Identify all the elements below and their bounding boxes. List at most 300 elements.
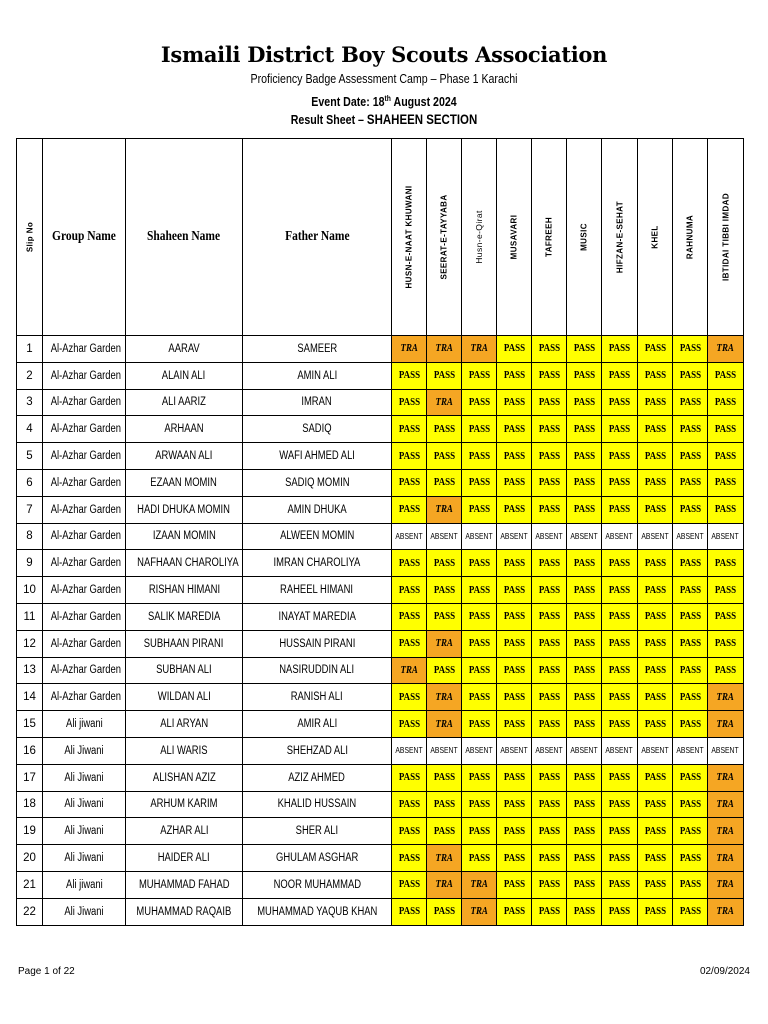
result-value: PASS bbox=[503, 611, 525, 623]
result-cell bbox=[462, 336, 497, 363]
father-name-cell bbox=[243, 336, 392, 363]
result-cell bbox=[532, 818, 567, 845]
father-name-cell bbox=[243, 389, 392, 416]
result-value: PASS bbox=[608, 396, 631, 408]
shaheen-name-cell-text: IZAAN MOMIN bbox=[152, 530, 216, 543]
result-cell bbox=[708, 469, 744, 496]
father-name-cell bbox=[243, 791, 392, 818]
table-row bbox=[17, 791, 744, 818]
slip-no-cell bbox=[17, 764, 43, 791]
father-name-cell-text: MUHAMMAD YAQUB KHAN bbox=[256, 905, 378, 918]
result-cell bbox=[708, 550, 744, 577]
result-value: PASS bbox=[679, 638, 701, 650]
result-value: ABSENT bbox=[395, 531, 423, 541]
result-cell bbox=[567, 336, 602, 363]
group-name-cell bbox=[43, 336, 126, 363]
badge-label: MUSIC bbox=[579, 223, 589, 251]
shaheen-name-cell-text: ALI AARIZ bbox=[161, 396, 207, 409]
table-row bbox=[17, 684, 744, 711]
result-cell bbox=[602, 550, 638, 577]
result-value: PASS bbox=[503, 370, 525, 382]
table-row bbox=[17, 550, 744, 577]
group-name-cell bbox=[43, 845, 126, 872]
result-value: PASS bbox=[503, 450, 525, 462]
result-cell bbox=[567, 523, 602, 550]
result-value: PASS bbox=[538, 718, 560, 730]
result-value: PASS bbox=[468, 611, 490, 623]
result-value: TRA bbox=[716, 879, 735, 891]
badge-label: MUSAVARI bbox=[509, 214, 519, 260]
result-cell bbox=[567, 845, 602, 872]
result-value: PASS bbox=[398, 852, 420, 864]
result-value: PASS bbox=[573, 396, 595, 408]
result-cell bbox=[567, 496, 602, 523]
shaheen-name-cell bbox=[126, 603, 243, 630]
result-value: ABSENT bbox=[711, 531, 740, 541]
shaheen-name-cell-text: HADI DHUKA MOMIN bbox=[137, 503, 231, 516]
slip-no-cell-text: 15 bbox=[23, 718, 36, 731]
shaheen-name-cell-text: MUHAMMAD RAQAIB bbox=[136, 905, 232, 918]
result-cell bbox=[497, 336, 532, 363]
result-cell bbox=[497, 523, 532, 550]
result-cell bbox=[708, 443, 744, 470]
slip-no-cell-text: 10 bbox=[23, 584, 36, 597]
footer-date: 02/09/2024 bbox=[699, 966, 750, 977]
result-cell bbox=[567, 389, 602, 416]
result-cell bbox=[602, 443, 638, 470]
result-cell bbox=[497, 657, 532, 684]
result-value: PASS bbox=[608, 718, 631, 730]
result-value: PASS bbox=[538, 691, 560, 703]
shaheen-name-cell-text: ALI WARIS bbox=[160, 744, 208, 757]
result-value: PASS bbox=[538, 584, 560, 596]
table-row bbox=[17, 523, 744, 550]
shaheen-name-cell bbox=[126, 737, 243, 764]
column-header-slip-no-label: Slip No bbox=[25, 221, 34, 253]
result-cell bbox=[532, 469, 567, 496]
group-name-cell bbox=[43, 737, 126, 764]
result-value: PASS bbox=[679, 611, 701, 623]
result-value: PASS bbox=[608, 423, 631, 435]
document-header bbox=[0, 40, 768, 130]
table-row bbox=[17, 443, 744, 470]
result-value: PASS bbox=[714, 584, 737, 596]
result-value: PASS bbox=[573, 343, 595, 355]
result-cell bbox=[427, 550, 462, 577]
group-name-cell-text: Al-Azhar Garden bbox=[50, 450, 121, 463]
result-cell bbox=[567, 711, 602, 738]
column-header-badge bbox=[392, 139, 427, 336]
result-value: PASS bbox=[468, 852, 490, 864]
result-value: PASS bbox=[538, 825, 560, 837]
result-value: PASS bbox=[679, 718, 701, 730]
result-cell bbox=[427, 898, 462, 925]
result-value: PASS bbox=[468, 638, 490, 650]
result-value: TRA bbox=[716, 772, 735, 784]
result-value: PASS bbox=[468, 423, 490, 435]
result-value: PASS bbox=[679, 343, 701, 355]
father-name-cell bbox=[243, 657, 392, 684]
result-value: PASS bbox=[538, 611, 560, 623]
result-cell bbox=[567, 362, 602, 389]
result-cell bbox=[427, 818, 462, 845]
result-value: PASS bbox=[573, 906, 595, 918]
father-name-cell-text: RAHEEL HIMANI bbox=[280, 584, 354, 597]
father-name-cell-text: AMIN ALI bbox=[297, 369, 337, 382]
result-cell bbox=[708, 711, 744, 738]
result-cell bbox=[602, 845, 638, 872]
group-name-cell bbox=[43, 791, 126, 818]
result-cell bbox=[462, 711, 497, 738]
column-header-group-name-label: Group Name bbox=[52, 229, 116, 244]
result-value: ABSENT bbox=[570, 531, 598, 541]
result-value: TRA bbox=[400, 343, 418, 355]
result-cell bbox=[392, 389, 427, 416]
result-value: PASS bbox=[714, 557, 737, 569]
result-value: PASS bbox=[679, 691, 701, 703]
result-value: TRA bbox=[435, 504, 453, 516]
result-value: PASS bbox=[538, 477, 560, 489]
column-header-badge bbox=[497, 139, 532, 336]
result-value: PASS bbox=[714, 396, 737, 408]
result-cell bbox=[462, 469, 497, 496]
father-name-cell bbox=[243, 818, 392, 845]
slip-no-cell bbox=[17, 550, 43, 577]
result-value: PASS bbox=[538, 450, 560, 462]
shaheen-name-cell bbox=[126, 496, 243, 523]
result-cell bbox=[392, 791, 427, 818]
group-name-cell-text: Ali jiwani bbox=[65, 718, 103, 731]
result-cell bbox=[602, 737, 638, 764]
result-value: PASS bbox=[503, 906, 525, 918]
result-value: PASS bbox=[679, 477, 701, 489]
result-value: PASS bbox=[644, 584, 666, 596]
result-value: TRA bbox=[716, 825, 735, 837]
group-name-cell bbox=[43, 443, 126, 470]
shaheen-name-cell-text: WILDAN ALI bbox=[157, 691, 211, 704]
slip-no-cell-text: 9 bbox=[26, 557, 33, 570]
result-cell bbox=[638, 389, 673, 416]
result-value: PASS bbox=[398, 718, 420, 730]
event-date-suffix-sup: th bbox=[384, 94, 391, 103]
group-name-cell bbox=[43, 711, 126, 738]
column-header-shaheen-name bbox=[126, 139, 243, 336]
result-value: ABSENT bbox=[641, 746, 669, 756]
father-name-cell bbox=[243, 523, 392, 550]
slip-no-cell-text: 18 bbox=[23, 798, 36, 811]
slip-no-cell-text: 5 bbox=[26, 450, 33, 463]
slip-no-cell-text: 19 bbox=[23, 825, 36, 838]
result-value: PASS bbox=[608, 504, 631, 516]
result-value: PASS bbox=[714, 664, 737, 676]
result-cell bbox=[673, 791, 708, 818]
table-row bbox=[17, 711, 744, 738]
group-name-cell bbox=[43, 469, 126, 496]
result-value: PASS bbox=[679, 423, 701, 435]
slip-no-cell-text: 6 bbox=[26, 476, 33, 489]
shaheen-name-cell bbox=[126, 443, 243, 470]
result-cell bbox=[392, 711, 427, 738]
shaheen-name-cell bbox=[126, 711, 243, 738]
slip-no-cell-text: 11 bbox=[23, 610, 36, 623]
result-cell bbox=[392, 630, 427, 657]
result-cell bbox=[392, 362, 427, 389]
result-value: TRA bbox=[470, 906, 488, 918]
result-cell bbox=[462, 603, 497, 630]
result-value: PASS bbox=[679, 450, 701, 462]
result-value: TRA bbox=[470, 343, 488, 355]
group-name-cell-text: Ali Jiwani bbox=[64, 852, 104, 865]
result-cell bbox=[673, 336, 708, 363]
badge-label: Husn-e-Qirat bbox=[474, 210, 484, 264]
result-cell bbox=[532, 657, 567, 684]
result-value: PASS bbox=[644, 772, 666, 784]
result-value: PASS bbox=[608, 664, 631, 676]
slip-no-cell bbox=[17, 389, 43, 416]
result-value: PASS bbox=[573, 638, 595, 650]
result-value: PASS bbox=[679, 798, 701, 810]
result-cell bbox=[392, 898, 427, 925]
result-cell bbox=[392, 764, 427, 791]
group-name-cell bbox=[43, 577, 126, 604]
result-value: PASS bbox=[398, 370, 420, 382]
result-cell bbox=[427, 737, 462, 764]
shaheen-name-cell bbox=[126, 362, 243, 389]
shaheen-name-cell-text: HAIDER ALI bbox=[158, 852, 210, 865]
father-name-cell-text: AMIR ALI bbox=[297, 718, 337, 731]
result-value: PASS bbox=[608, 557, 631, 569]
result-value: PASS bbox=[398, 906, 420, 918]
result-cell bbox=[532, 496, 567, 523]
slip-no-cell bbox=[17, 871, 43, 898]
result-cell bbox=[567, 684, 602, 711]
result-cell bbox=[708, 389, 744, 416]
father-name-cell-text: IMRAN bbox=[301, 396, 333, 409]
result-value: PASS bbox=[468, 504, 490, 516]
result-cell bbox=[392, 523, 427, 550]
result-value: PASS bbox=[468, 825, 490, 837]
father-name-cell-text: AMIN DHUKA bbox=[287, 503, 347, 516]
result-cell bbox=[532, 871, 567, 898]
result-cell bbox=[392, 443, 427, 470]
result-cell bbox=[673, 603, 708, 630]
result-value: PASS bbox=[608, 852, 631, 864]
result-cell bbox=[532, 845, 567, 872]
result-value: PASS bbox=[714, 370, 737, 382]
badge-label: TAFREEH bbox=[544, 217, 554, 257]
group-name-cell bbox=[43, 764, 126, 791]
result-value: PASS bbox=[608, 584, 631, 596]
result-value: PASS bbox=[503, 584, 525, 596]
group-name-cell bbox=[43, 416, 126, 443]
slip-no-cell-text: 4 bbox=[26, 423, 33, 436]
result-cell bbox=[392, 550, 427, 577]
father-name-cell bbox=[243, 603, 392, 630]
group-name-cell bbox=[43, 657, 126, 684]
result-cell bbox=[462, 818, 497, 845]
group-name-cell bbox=[43, 603, 126, 630]
result-cell bbox=[462, 362, 497, 389]
result-value: PASS bbox=[503, 664, 525, 676]
result-cell bbox=[673, 496, 708, 523]
result-cell bbox=[638, 416, 673, 443]
result-value: TRA bbox=[435, 638, 453, 650]
result-value: ABSENT bbox=[395, 746, 423, 756]
result-cell bbox=[602, 630, 638, 657]
result-value: PASS bbox=[573, 718, 595, 730]
result-cell bbox=[392, 871, 427, 898]
result-value: TRA bbox=[435, 718, 453, 730]
result-cell bbox=[567, 603, 602, 630]
shaheen-name-cell bbox=[126, 577, 243, 604]
father-name-cell bbox=[243, 362, 392, 389]
result-cell bbox=[462, 577, 497, 604]
result-cell bbox=[602, 577, 638, 604]
result-value: ABSENT bbox=[430, 531, 458, 541]
result-cell bbox=[497, 791, 532, 818]
slip-no-cell bbox=[17, 416, 43, 443]
result-cell bbox=[392, 336, 427, 363]
father-name-cell-text: RANISH ALI bbox=[291, 691, 343, 704]
result-value: PASS bbox=[398, 638, 420, 650]
slip-no-cell-text: 2 bbox=[26, 369, 33, 382]
result-value: PASS bbox=[679, 906, 701, 918]
result-cell bbox=[638, 550, 673, 577]
result-value: PASS bbox=[644, 825, 666, 837]
father-name-cell-text: SADIQ MOMIN bbox=[284, 476, 350, 489]
result-cell bbox=[497, 496, 532, 523]
shaheen-name-cell-text: SUBHAAN PIRANI bbox=[144, 637, 224, 650]
result-value: ABSENT bbox=[605, 746, 634, 756]
result-cell bbox=[673, 657, 708, 684]
father-name-cell-text: AZIZ AHMED bbox=[288, 771, 346, 784]
result-cell bbox=[497, 443, 532, 470]
result-cell bbox=[462, 443, 497, 470]
result-cell bbox=[708, 523, 744, 550]
father-name-cell bbox=[243, 764, 392, 791]
result-value: PASS bbox=[679, 852, 701, 864]
result-value: PASS bbox=[433, 423, 455, 435]
result-cell bbox=[532, 898, 567, 925]
result-value: PASS bbox=[573, 798, 595, 810]
result-cell bbox=[427, 336, 462, 363]
group-name-cell-text: Al-Azhar Garden bbox=[50, 530, 121, 543]
result-value: ABSENT bbox=[465, 746, 493, 756]
result-cell bbox=[673, 550, 708, 577]
result-cell bbox=[497, 550, 532, 577]
slip-no-cell-text: 22 bbox=[23, 905, 36, 918]
result-cell bbox=[602, 657, 638, 684]
result-cell bbox=[708, 657, 744, 684]
result-value: TRA bbox=[435, 691, 453, 703]
result-cell bbox=[497, 362, 532, 389]
father-name-cell bbox=[243, 711, 392, 738]
group-name-cell-text: Al-Azhar Garden bbox=[50, 423, 121, 436]
result-cell bbox=[427, 577, 462, 604]
result-cell bbox=[673, 443, 708, 470]
result-cell bbox=[708, 416, 744, 443]
result-cell bbox=[602, 389, 638, 416]
result-cell bbox=[708, 871, 744, 898]
result-value: ABSENT bbox=[676, 531, 704, 541]
result-cell bbox=[602, 711, 638, 738]
result-cell bbox=[673, 469, 708, 496]
result-cell bbox=[638, 336, 673, 363]
column-header-badge bbox=[567, 139, 602, 336]
result-value: PASS bbox=[573, 664, 595, 676]
father-name-cell bbox=[243, 630, 392, 657]
shaheen-name-cell bbox=[126, 871, 243, 898]
slip-no-cell bbox=[17, 443, 43, 470]
slip-no-cell bbox=[17, 577, 43, 604]
result-value: PASS bbox=[503, 772, 525, 784]
result-cell bbox=[567, 550, 602, 577]
result-value: TRA bbox=[716, 343, 735, 355]
result-cell bbox=[462, 871, 497, 898]
result-cell bbox=[462, 684, 497, 711]
result-value: TRA bbox=[435, 396, 453, 408]
slip-no-cell bbox=[17, 603, 43, 630]
result-value: PASS bbox=[398, 504, 420, 516]
result-value: PASS bbox=[644, 504, 666, 516]
father-name-cell-text: IMRAN CHAROLIYA bbox=[273, 557, 361, 570]
slip-no-cell bbox=[17, 898, 43, 925]
result-value: PASS bbox=[573, 825, 595, 837]
group-name-cell-text: Al-Azhar Garden bbox=[50, 557, 121, 570]
result-cell bbox=[392, 684, 427, 711]
result-value: PASS bbox=[468, 664, 490, 676]
result-cell bbox=[673, 711, 708, 738]
result-cell bbox=[673, 389, 708, 416]
result-value: TRA bbox=[470, 879, 488, 891]
shaheen-name-cell-text: SALIK MAREDIA bbox=[147, 610, 221, 623]
column-header-badge bbox=[462, 139, 497, 336]
column-header-badge bbox=[532, 139, 567, 336]
result-value: PASS bbox=[573, 879, 595, 891]
father-name-cell bbox=[243, 496, 392, 523]
result-cell bbox=[708, 496, 744, 523]
result-value: ABSENT bbox=[535, 531, 563, 541]
result-cell bbox=[427, 469, 462, 496]
result-cell bbox=[532, 362, 567, 389]
shaheen-name-cell bbox=[126, 898, 243, 925]
result-value: PASS bbox=[573, 772, 595, 784]
result-cell bbox=[602, 523, 638, 550]
result-cell bbox=[462, 389, 497, 416]
result-value: PASS bbox=[714, 450, 737, 462]
group-name-cell-text: Al-Azhar Garden bbox=[50, 342, 121, 355]
result-value: PASS bbox=[644, 691, 666, 703]
badge-label: KHEL bbox=[650, 225, 660, 249]
result-value: PASS bbox=[573, 370, 595, 382]
shaheen-name-cell-text: ARHAAN bbox=[164, 423, 204, 436]
result-value: PASS bbox=[503, 691, 525, 703]
result-value: PASS bbox=[644, 396, 666, 408]
slip-no-cell bbox=[17, 496, 43, 523]
result-cell bbox=[497, 577, 532, 604]
shaheen-name-cell-text: ALI ARYAN bbox=[160, 718, 208, 731]
result-value: PASS bbox=[398, 825, 420, 837]
result-value: ABSENT bbox=[711, 746, 740, 756]
result-value: PASS bbox=[433, 584, 455, 596]
result-sheet-heading bbox=[58, 110, 711, 130]
father-name-cell bbox=[243, 737, 392, 764]
father-name-cell bbox=[243, 898, 392, 925]
result-cell bbox=[497, 845, 532, 872]
badge-label: HUSN-E-NAAT KHUWANI bbox=[404, 185, 414, 289]
result-cell bbox=[602, 764, 638, 791]
result-cell bbox=[497, 684, 532, 711]
